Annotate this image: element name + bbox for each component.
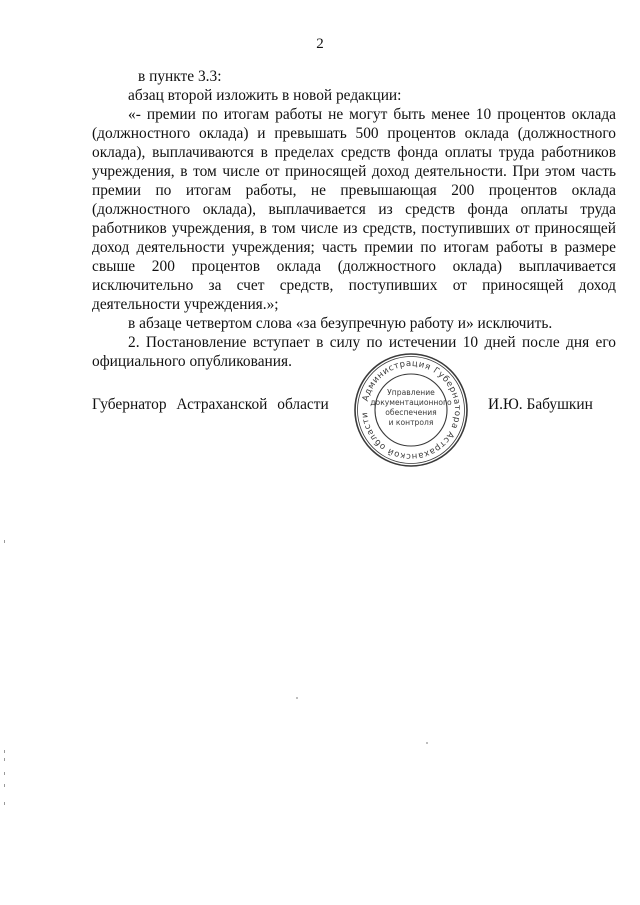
seal-center-line-1: Управление bbox=[387, 388, 435, 397]
paragraph-exclusion: в абзаце четвертом слова «за безупречную работу и» исключить. bbox=[128, 315, 553, 332]
scan-mark bbox=[4, 758, 5, 761]
seal-graphic bbox=[352, 351, 470, 469]
seal-center-line-2: документационного bbox=[370, 398, 452, 407]
scan-mark bbox=[4, 750, 5, 753]
seal-ring-text: Администрация Губернатора Астраханской области bbox=[359, 358, 463, 462]
scan-speck bbox=[426, 742, 428, 744]
paragraph-amendment-text: «- премии по итогам работы не могут быть менее 10 процентов оклада (должностного оклада) и превышать 500 процентов оклада (должностного оклада), выплачиваются в пределах средств фонда оплаты труда работников учреждения, в том числе от приносящей доход деятельности. При этом часть премии по итогам работы, не превышающая 200 процентов оклада (должностного оклада), выплачивается из средств фонда оплаты труда работников учреждения, в том числе из средств, поступивших от приносящей доход деятельности учреждения; часть премии по итогам работы в размере свыше 200 процентов оклада (должностного оклада) выплачивается исключительно за счет средств, поступивших от приносящей доход деятельности учреждения.»; bbox=[92, 106, 616, 313]
scan-speck bbox=[296, 697, 298, 699]
scan-mark bbox=[4, 772, 5, 775]
official-seal-stamp bbox=[352, 351, 470, 469]
paragraph-clause-ref: в пункте 3.3: bbox=[138, 68, 222, 85]
signature-name: И.Ю. Бабушкин bbox=[488, 396, 593, 413]
scan-mark bbox=[4, 540, 5, 543]
document-body bbox=[92, 67, 616, 371]
paragraph-amendment-intro: абзац второй изложить в новой редакции: bbox=[128, 87, 402, 104]
scan-margin-marks bbox=[4, 540, 8, 840]
seal-center-line-3: обеспечения bbox=[385, 408, 437, 417]
signature-position: Губернатор Астраханской области bbox=[92, 396, 329, 413]
paragraph-effective-date: 2. Постановление вступает в силу по истечении 10 дней после дня его официального опубликования. bbox=[92, 334, 616, 370]
scan-mark bbox=[4, 784, 5, 787]
page-number: 2 bbox=[316, 36, 324, 52]
scan-mark bbox=[4, 802, 5, 805]
seal-center-line-4: и контроля bbox=[388, 418, 434, 427]
